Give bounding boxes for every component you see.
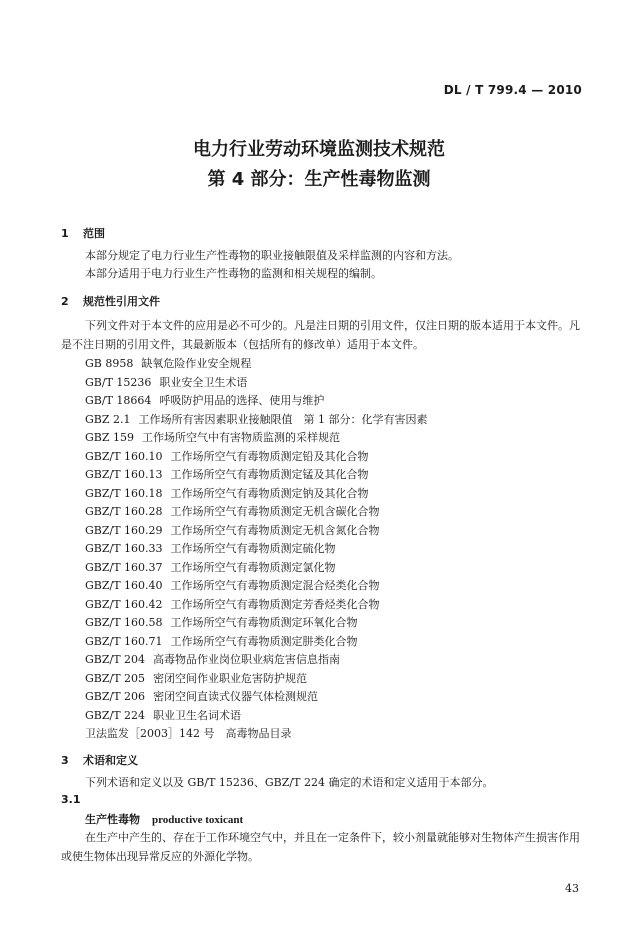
reference-item xyxy=(85,596,380,612)
reference-code: GBZ/T 160.18 xyxy=(85,486,163,500)
reference-item xyxy=(85,670,307,686)
reference-item xyxy=(85,374,247,390)
reference-code: GBZ/T 204 xyxy=(85,653,146,666)
reference-title: 密闭空间作业职业危害防护规范 xyxy=(153,671,308,685)
reference-item-extra: 卫法监发［2003］142 号 高毒物品目录 xyxy=(85,727,292,740)
reference-title: 工作场所空气有毒物质测定无机含氮化合物 xyxy=(170,523,380,537)
reference-title: 工作场所空气有毒物质测定无机含碳化合物 xyxy=(170,505,380,518)
reference-code: GB/T 18664 xyxy=(85,394,152,407)
reference-code: GB 8958 xyxy=(85,357,134,370)
reference-item xyxy=(85,448,369,464)
reference-title: 工作场所空气有毒物质测定锰及其化合物 xyxy=(170,468,369,481)
term-chinese: 生产性毒物 xyxy=(85,813,140,826)
reference-code: GB/T 15236 xyxy=(85,375,152,389)
reference-code: GBZ/T 160.10 xyxy=(85,449,163,463)
reference-title: 呼吸防护用品的选择、使用与维护 xyxy=(159,394,325,407)
section-title: 规范性引用文件 xyxy=(83,295,160,308)
clause-number: 3.1 xyxy=(61,793,81,806)
document-title-line2: 第 4 部分：生产性毒物监测 xyxy=(207,169,431,190)
reference-code: GBZ/T 160.58 xyxy=(85,616,163,629)
section-1-heading xyxy=(61,225,105,241)
reference-title: 工作场所空气有毒物质测定氯化物 xyxy=(170,560,336,574)
reference-code: GBZ/T 160.33 xyxy=(85,542,163,555)
reference-code: GBZ 159 xyxy=(85,431,135,444)
section-number: 2 xyxy=(61,295,69,308)
reference-item xyxy=(85,503,380,519)
section-1-paragraph-1: 本部分规定了电力行业生产性毒物的职业接触限值及采样监测的内容和方法。 xyxy=(85,249,459,262)
reference-code: GBZ/T 160.42 xyxy=(85,597,163,611)
reference-item xyxy=(85,559,336,575)
reference-item xyxy=(85,651,340,667)
section-number: 3 xyxy=(61,754,69,767)
reference-code: GBZ/T 206 xyxy=(85,690,146,703)
reference-title: 高毒物品作业岗位职业病危害信息指南 xyxy=(153,653,341,666)
page-number: 43 xyxy=(565,882,579,895)
reference-title: 工作场所空气有毒物质测定环氧化合物 xyxy=(170,616,358,629)
section-1-paragraph-2: 本部分适用于电力行业生产性毒物的监测和相关规程的编制。 xyxy=(85,267,382,280)
document-code: DL / T 799.4 — 2010 xyxy=(443,83,582,97)
reference-code: GBZ 2.1 xyxy=(85,412,131,426)
reference-item xyxy=(85,392,324,408)
reference-title: 工作场所空气有毒物质测定芳香烃类化合物 xyxy=(170,597,380,611)
reference-title: 工作场所空气有毒物质测定钠及其化合物 xyxy=(170,486,369,500)
reference-title: 工作场所空气有毒物质测定混合烃类化合物 xyxy=(170,579,380,592)
reference-title: 职业卫生名词术语 xyxy=(153,708,242,722)
reference-item xyxy=(85,466,369,482)
reference-item xyxy=(85,411,428,427)
section-2-intro: 下列文件对于本文件的应用是必不可少的。凡是注日期的引用文件，仅注日期的版本适用于本文件。凡是不注日期的引用文件，其最新版本（包括所有的修改单）适用于本文件。 xyxy=(61,319,580,351)
reference-code: GBZ/T 160.13 xyxy=(85,468,163,481)
reference-code: GBZ/T 224 xyxy=(85,708,146,722)
reference-item xyxy=(85,355,251,371)
reference-title: 职业安全卫生术语 xyxy=(159,375,248,389)
section-3-intro: 下列术语和定义以及 GB/T 15236、GBZ/T 224 确定的术语和定义适用于本部分。 xyxy=(85,776,494,789)
reference-item xyxy=(85,633,358,649)
reference-title: 缺氧危险作业安全规程 xyxy=(141,357,252,370)
term-entry xyxy=(85,811,243,827)
reference-code: GBZ/T 160.71 xyxy=(85,634,163,648)
reference-item xyxy=(85,429,340,445)
reference-code: GBZ/T 160.29 xyxy=(85,523,163,537)
reference-code: GBZ/T 160.37 xyxy=(85,560,163,574)
reference-title: 工作场所空气中有害物质监测的采样规范 xyxy=(142,431,341,444)
reference-item xyxy=(85,522,380,538)
reference-title: 工作场所有害因素职业接触限值 第 1 部分：化学有害因素 xyxy=(138,412,428,426)
reference-title: 工作场所空气有毒物质测定肼类化合物 xyxy=(170,634,358,648)
reference-item xyxy=(85,485,369,501)
section-number: 1 xyxy=(61,227,69,240)
section-2-heading xyxy=(61,293,160,309)
reference-item xyxy=(85,540,336,556)
reference-code: GBZ/T 160.28 xyxy=(85,505,163,518)
reference-code: GBZ/T 205 xyxy=(85,671,146,685)
section-title: 范围 xyxy=(83,227,105,240)
term-english: productive toxicant xyxy=(152,814,244,826)
reference-item xyxy=(85,688,318,704)
reference-title: 密闭空间直读式仪器气体检测规范 xyxy=(153,690,319,703)
reference-code: GBZ/T 160.40 xyxy=(85,579,163,592)
section-3-heading xyxy=(61,752,138,768)
reference-title: 工作场所空气有毒物质测定硫化物 xyxy=(170,542,336,555)
section-title: 术语和定义 xyxy=(83,754,138,767)
reference-item xyxy=(85,614,358,630)
reference-item xyxy=(85,577,380,593)
reference-title: 工作场所空气有毒物质测定铅及其化合物 xyxy=(170,449,369,463)
reference-item xyxy=(85,707,241,723)
document-title-line1: 电力行业劳动环境监测技术规范 xyxy=(193,139,445,160)
term-definition: 在生产中产生的、存在于工作环境空气中，并且在一定条件下，较小剂量就能够对生物体产生损害作用或使生物体出现异常反应的外源化学物。 xyxy=(61,831,580,863)
